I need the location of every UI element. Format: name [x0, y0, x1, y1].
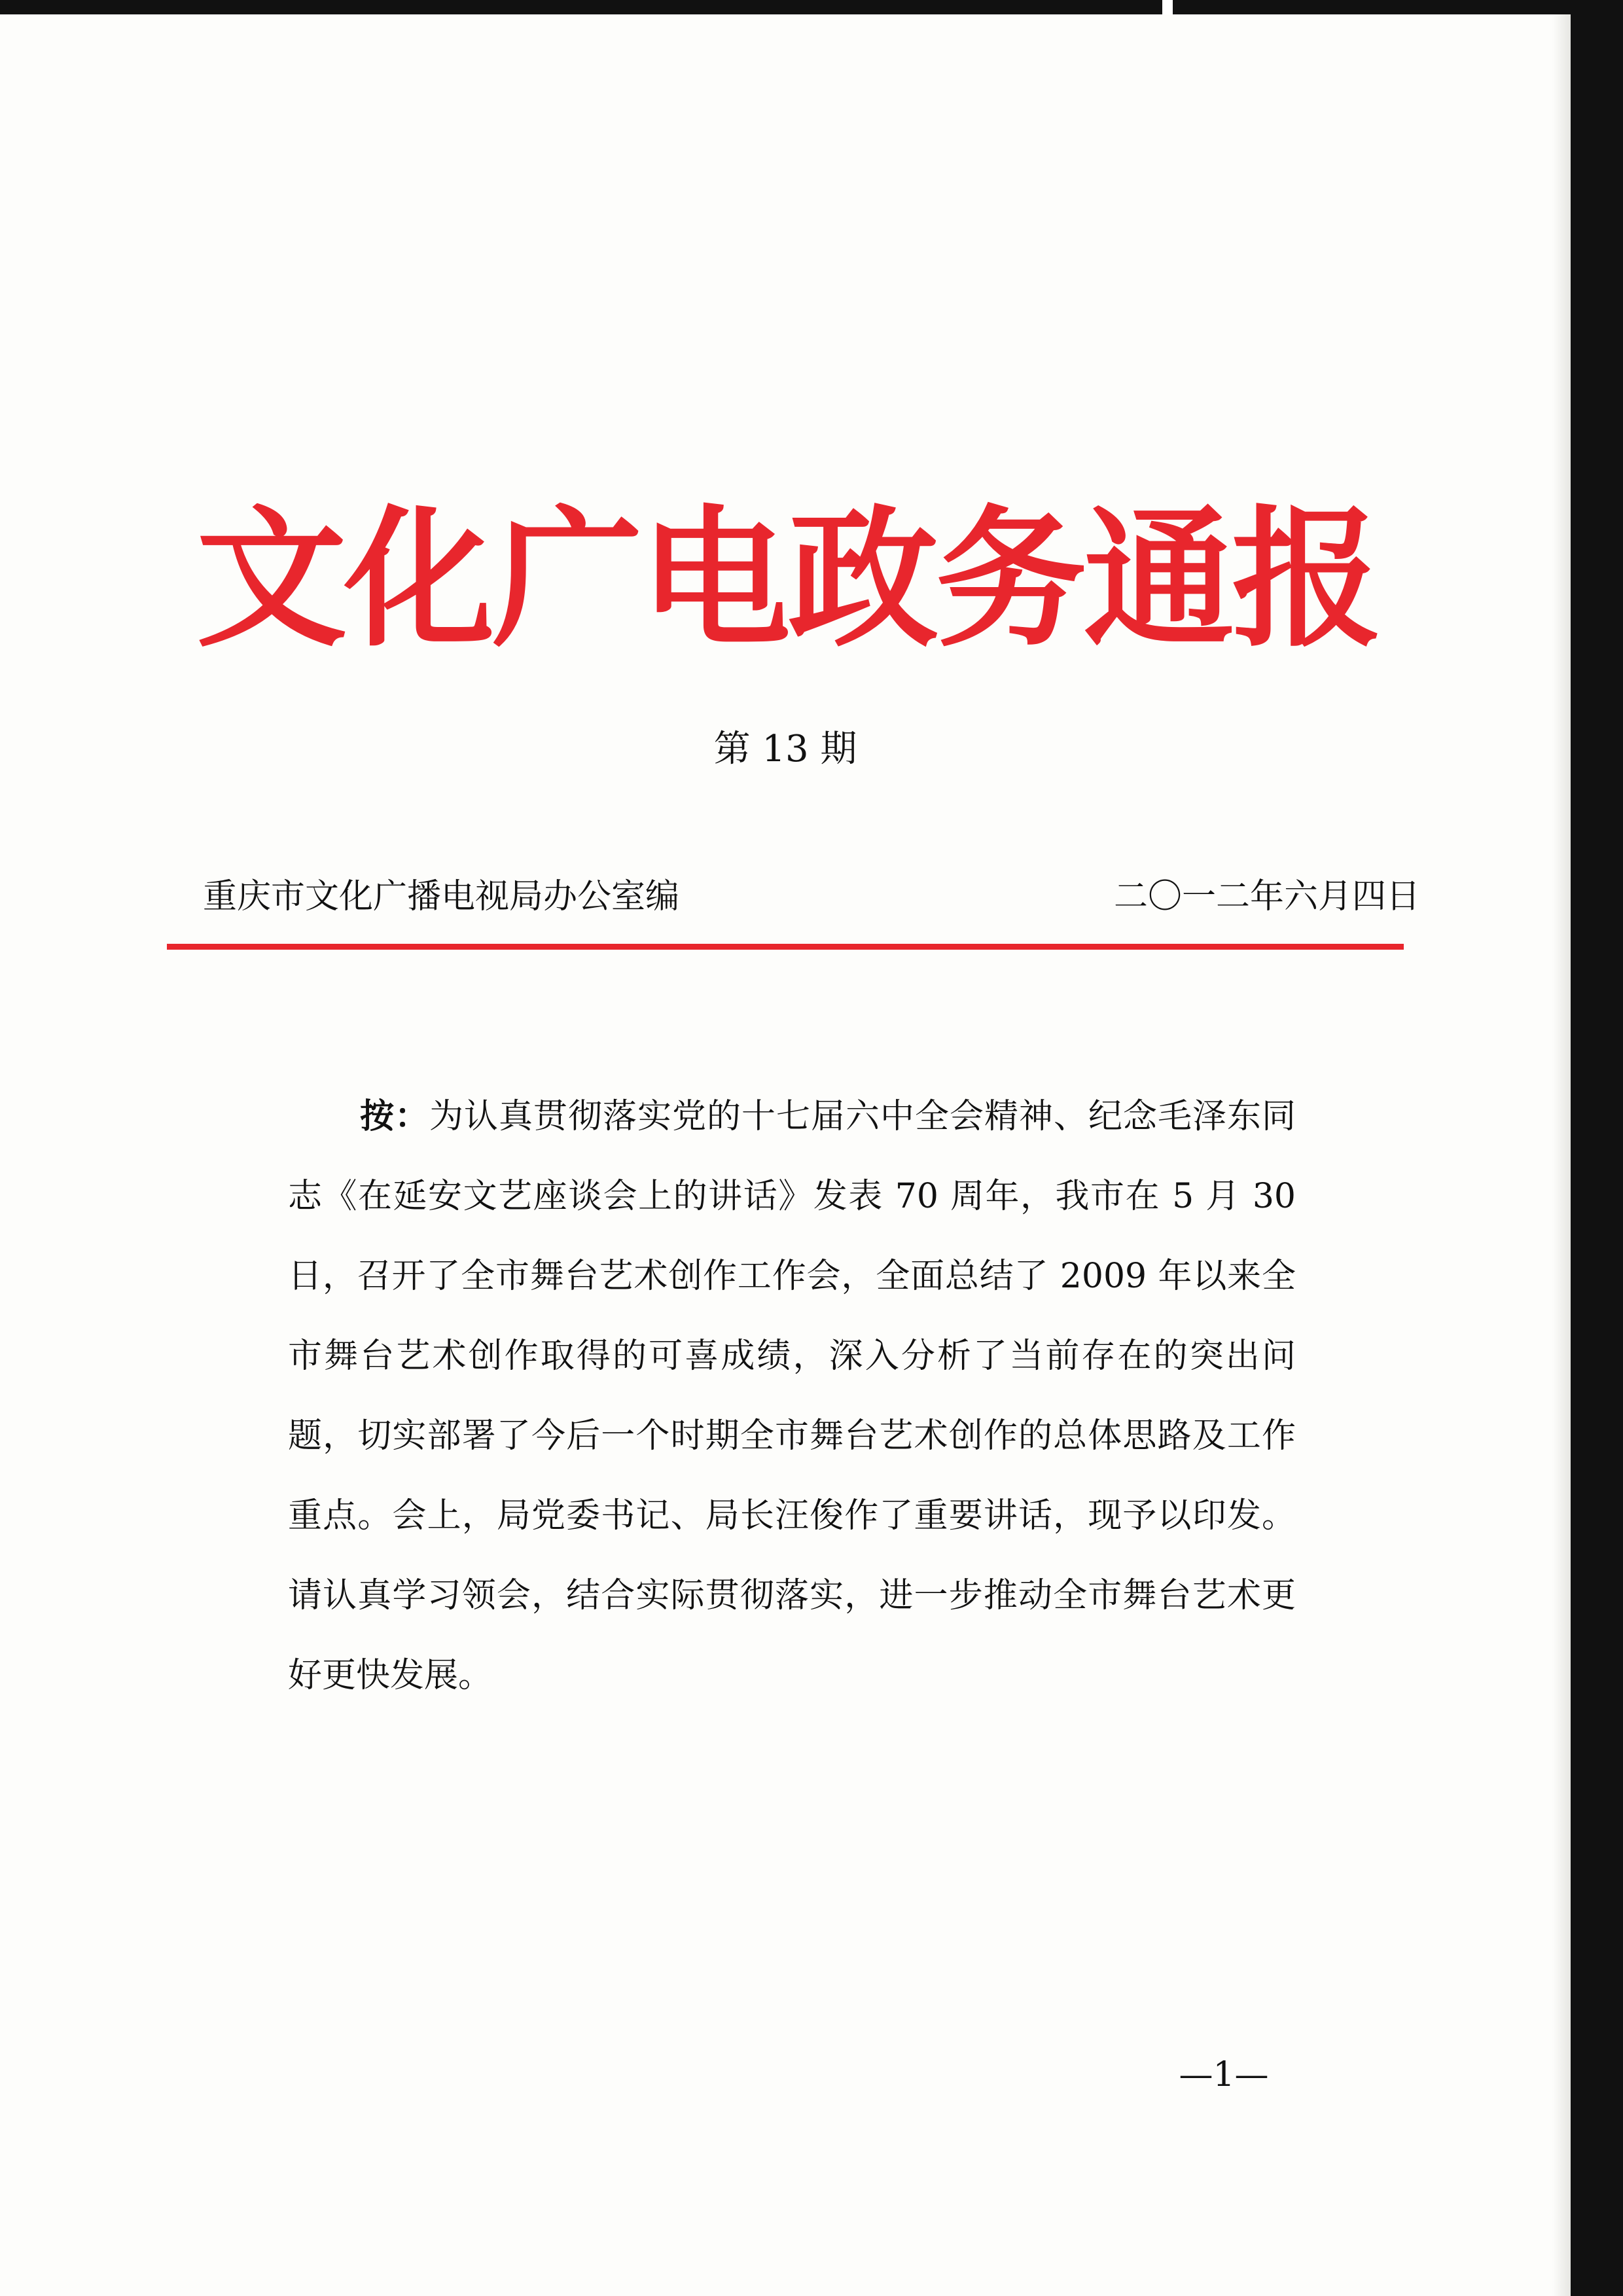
editor-note [288, 1077, 1296, 1715]
page-edge-shadow [1552, 14, 1571, 2296]
editor-line: 重庆市文化广播电视局办公室编 [203, 877, 680, 916]
editor-note-label: 按： [360, 1096, 429, 1136]
editor-note-body: 为认真贯彻落实党的十七届六中全会精神、纪念毛泽东同志《在延安文艺座谈会上的讲话》发表 70 周年，我市在 5 月 30 日，召开了全市舞台艺术创作工作会，全面总结了 2009 年以来全市舞台艺术创作取得的可喜成绩，深入分析了当前存在的突出问题，切实部署了今后一个时期全市舞台艺术创作的总体思路及工作重点。会上，局党委书记、局长汪俊作了重要讲话，现予以印发。请认真学习领会，结合实际贯彻落实，进一步推动全市舞台艺术更好更快发展。 [288, 1097, 1296, 1695]
scan-border-notch [1162, 0, 1173, 14]
masthead-red-rule [167, 944, 1404, 950]
issue-date: 二〇一二年六月四日 [1113, 877, 1420, 916]
issue-number: 第 13 期 [713, 728, 857, 770]
scan-border-top [0, 0, 1623, 14]
page-number: —1— [1179, 2055, 1269, 2094]
scan-border-right [1571, 0, 1623, 2296]
masthead-title: 文化广电政务通报 [196, 491, 1380, 668]
